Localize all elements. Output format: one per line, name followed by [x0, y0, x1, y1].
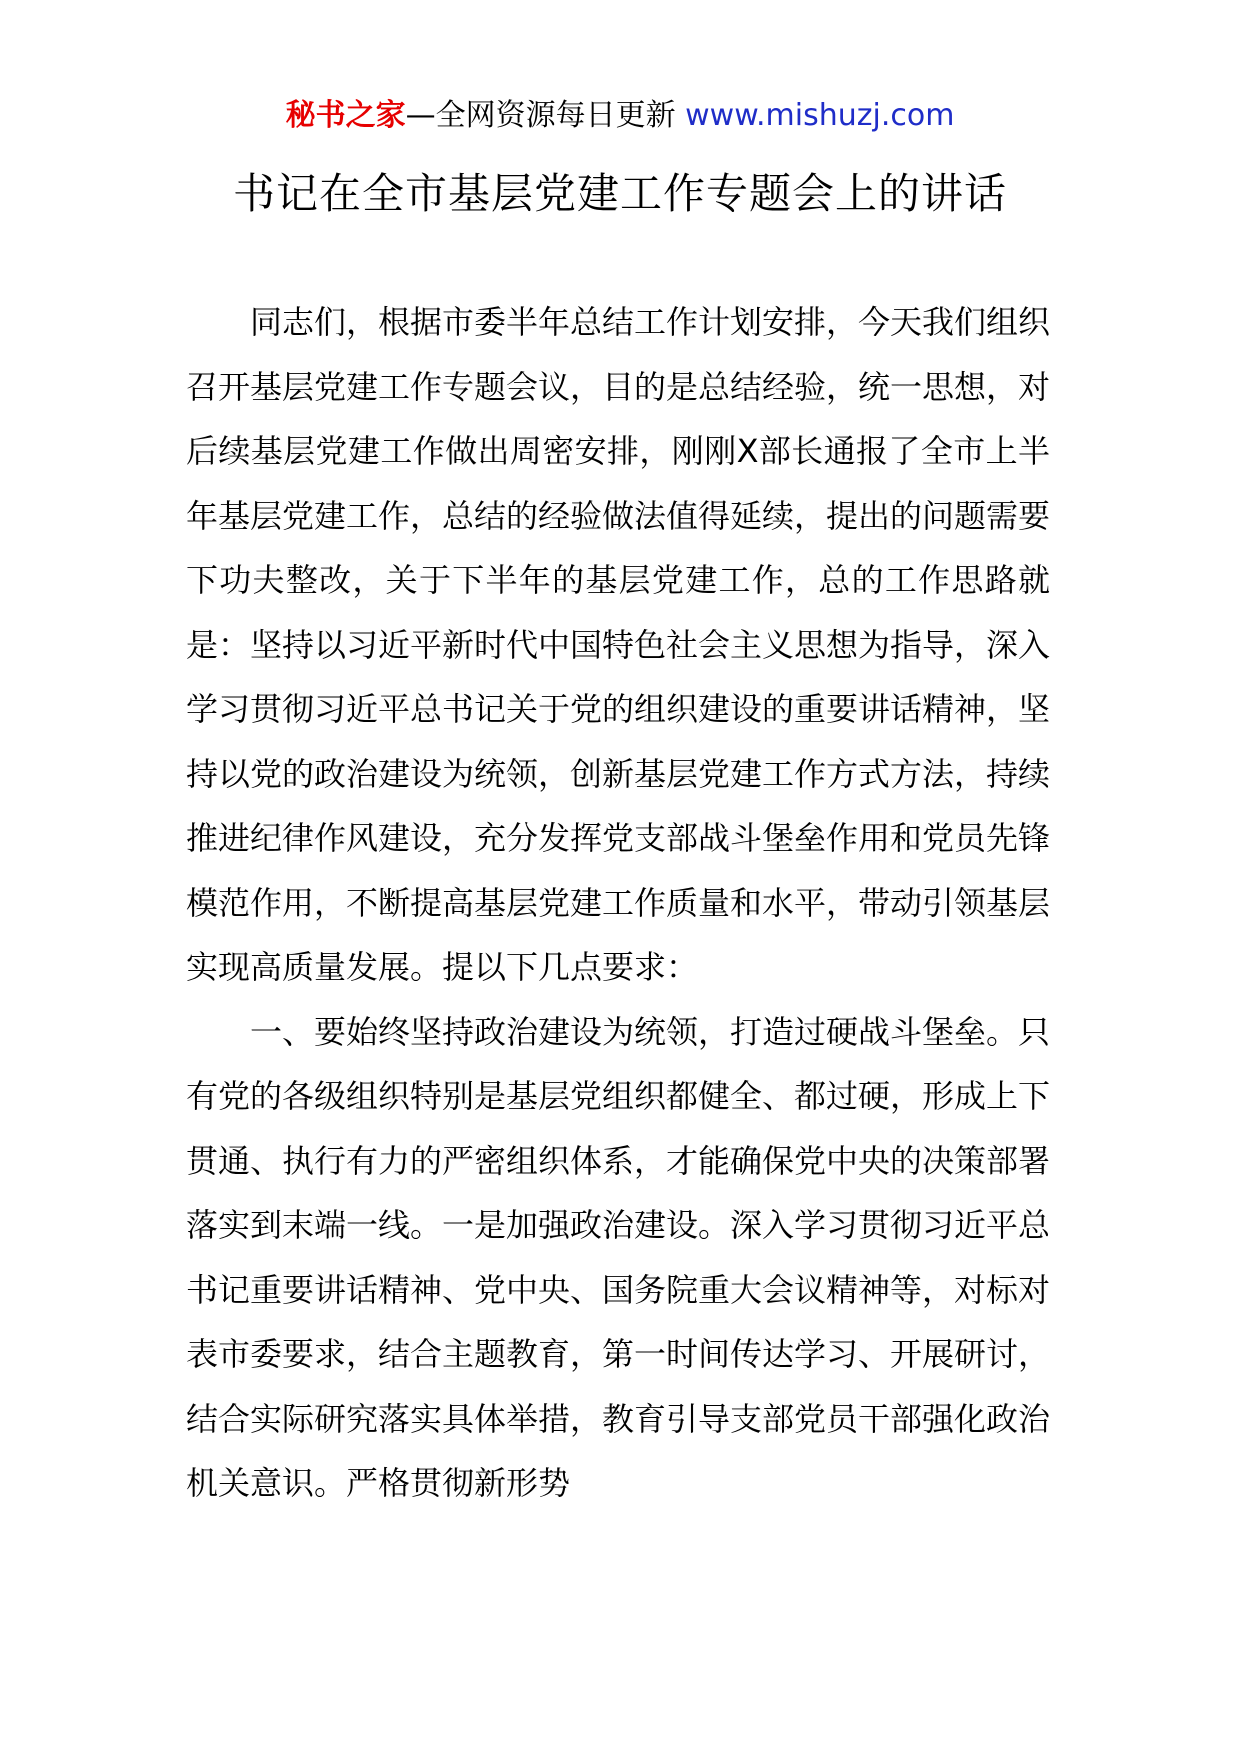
site-brand: 秘书之家: [285, 98, 406, 133]
document-body: [186, 290, 1050, 1516]
body-paragraph: 同志们，根据市委半年总结工作计划安排，今天我们组织召开基层党建工作专题会议，目的是总结经验，统一思想，对后续基层党建工作做出周密安排，刚刚X部长通报了全市上半年基层党建工作，总结的经验做法值得延续，提出的问题需要下功夫整改，关于下半年的基层党建工作，总的工作思路就是：坚持以习近平新时代中国特色社会主义思想为指导，深入学习贯彻习近平总书记关于党的组织建设的重要讲话精神，坚持以党的政治建设为统领，创新基层党建工作方式方法，持续推进纪律作风建设，充分发挥党支部战斗堡垒作用和党员先锋模范作用，不断提高基层党建工作质量和水平，带动引领基层实现高质量发展。提以下几点要求：: [186, 303, 1051, 986]
site-header: [0, 96, 1240, 136]
site-url: www.mishuzj.com: [685, 98, 955, 133]
site-tagline: —全网资源每日更新: [405, 98, 676, 133]
document-title: 书记在全市基层党建工作专题会上的讲话: [232, 169, 1007, 218]
body-paragraph: 一、要始终坚持政治建设为统领，打造过硬战斗堡垒。只有党的各级组织特别是基层党组织都健全、都过硬，形成上下贯通、执行有力的严密组织体系，才能确保党中央的决策部署落实到末端一线。一是加强政治建设。深入学习贯彻习近平总书记重要讲话精神、党中央、国务院重大会议精神等，对标对表市委要求，结合主题教育，第一时间传达学习、开展研讨，结合实际研究落实具体举措，教育引导支部党员干部强化政治机关意识。严格贯彻新形势: [186, 1012, 1051, 1502]
